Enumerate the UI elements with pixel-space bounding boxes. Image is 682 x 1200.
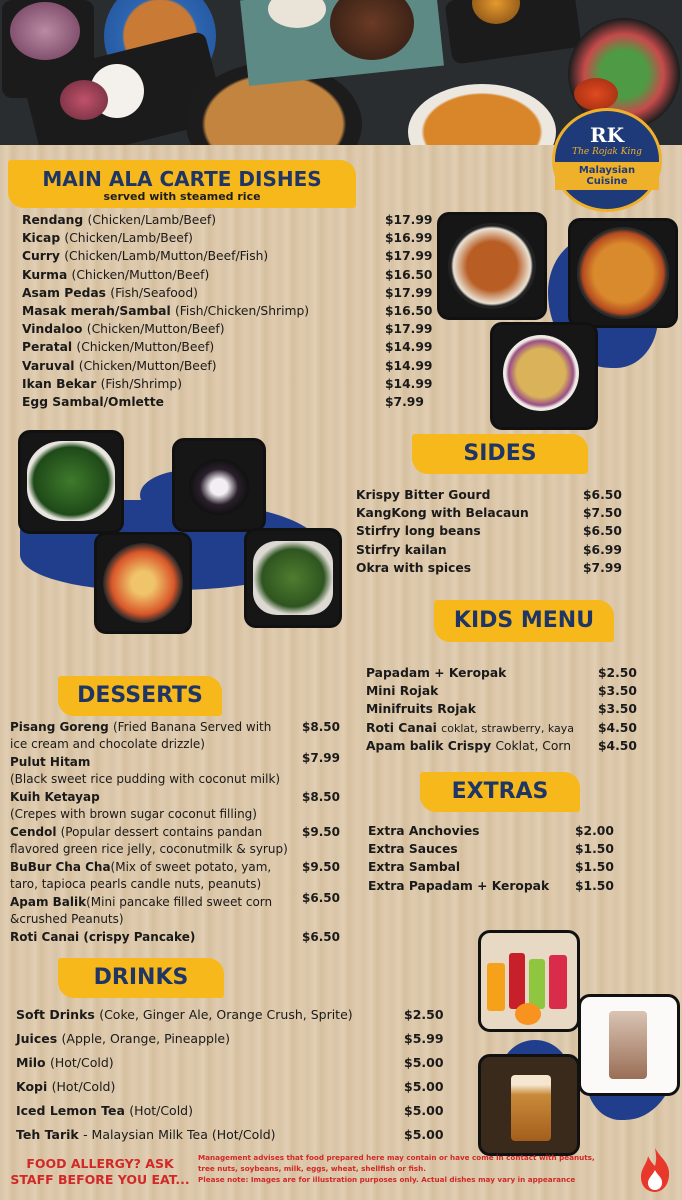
dessert-name: Kuih Ketayap xyxy=(10,790,100,804)
list-item xyxy=(22,247,432,265)
kids-item-price: $3.50 xyxy=(598,684,637,699)
side-name: KangKong with Belacaun xyxy=(356,506,529,521)
list-item xyxy=(22,375,432,393)
list-item xyxy=(22,211,432,229)
extras-title: EXTRAS xyxy=(451,779,549,804)
dessert-detail-line2: (Crepes with brown sugar coconut filling) xyxy=(10,807,257,821)
dessert-detail: (Fried Banana Served with xyxy=(112,720,272,734)
main-dishes-list xyxy=(22,211,432,411)
dessert-price: $8.50 xyxy=(302,790,340,804)
juices-image xyxy=(478,930,580,1032)
teh-tarik-image xyxy=(478,1054,580,1156)
drink-detail: (Coke, Ginger Ale, Orange Crush, Sprite) xyxy=(99,1007,353,1022)
dish-name: Egg Sambal/Omlette xyxy=(22,394,164,409)
drink-price: $5.00 xyxy=(404,1079,444,1094)
drink-name: Soft Drinks xyxy=(16,1007,95,1022)
extra-price: $2.00 xyxy=(575,824,614,838)
list-item xyxy=(16,1052,446,1076)
drinks-header xyxy=(58,958,224,998)
dish-name: Kurma xyxy=(22,267,68,282)
dish-name: Kicap xyxy=(22,231,61,246)
dessert-price: $7.99 xyxy=(302,751,340,765)
tom-yum-soup-image xyxy=(94,532,192,634)
kurma-dish-image xyxy=(490,322,598,430)
curry-dish-image xyxy=(437,212,547,320)
side-price: $7.99 xyxy=(583,560,622,575)
dish-price: $14.99 xyxy=(385,358,433,373)
side-name: Stirfry kailan xyxy=(356,542,447,557)
list-item xyxy=(366,664,646,682)
drink-price: $2.50 xyxy=(404,1007,444,1022)
main-dishes-subtitle: served with steamed rice xyxy=(103,190,261,203)
dish-name: Ikan Bekar xyxy=(22,376,97,391)
dessert-detail: (Popular dessert contains pandan xyxy=(60,825,263,839)
dessert-name: Apam Balik xyxy=(10,895,87,909)
list-item xyxy=(366,719,646,737)
dish-name: Curry xyxy=(22,249,60,264)
dessert-price: $9.50 xyxy=(302,825,340,839)
list-item xyxy=(356,522,626,540)
list-item xyxy=(22,393,432,411)
dish-detail: (Chicken/Mutton/Beef) xyxy=(71,267,210,282)
drink-detail: (Hot/Cold) xyxy=(129,1103,193,1118)
list-item xyxy=(22,229,432,247)
list-item xyxy=(22,302,432,320)
kangkong-dish-image xyxy=(18,430,124,534)
dish-price: $14.99 xyxy=(385,376,433,391)
flame-icon xyxy=(636,1146,674,1194)
dessert-name: BuBur Cha Cha xyxy=(10,860,111,874)
milo-image xyxy=(578,994,680,1096)
list-item xyxy=(356,559,626,577)
logo-cuisine-line1: Malaysian xyxy=(578,165,636,176)
dish-detail: (Fish/Chicken/Shrimp) xyxy=(174,303,310,318)
kids-item-price: $3.50 xyxy=(598,702,637,717)
dessert-name: Pulut Hitam xyxy=(10,755,91,769)
drink-name: Kopi xyxy=(16,1079,48,1094)
list-item xyxy=(16,1076,446,1100)
dish-price: $17.99 xyxy=(385,322,433,337)
side-name: Krispy Bitter Gourd xyxy=(356,488,491,502)
kids-item-price: $2.50 xyxy=(598,666,637,680)
dish-detail: (Chicken/Lamb/Mutton/Beef/Fish) xyxy=(64,249,269,264)
notice-line2: tree nuts, soybeans, milk, eggs, wheat, shellfish or fish. xyxy=(198,1164,426,1173)
dessert-bowl-image xyxy=(172,438,266,532)
dish-price: $16.50 xyxy=(385,303,433,318)
drink-name: Juices xyxy=(16,1031,58,1046)
dish-price: $17.99 xyxy=(385,285,433,300)
drink-detail: (Apple, Orange, Pineapple) xyxy=(61,1031,230,1046)
sides-header xyxy=(412,434,588,474)
allergy-warning xyxy=(10,1156,190,1188)
drink-detail: (Hot/Cold) xyxy=(49,1055,114,1070)
kids-menu-header xyxy=(434,600,614,642)
list-item xyxy=(366,682,646,700)
notice-line1: Management advises that food prepared here may contain or have come in contact with peanuts, xyxy=(198,1153,595,1162)
dessert-name: Cendol xyxy=(10,825,57,839)
list-item xyxy=(10,718,346,753)
list-item xyxy=(10,928,346,948)
list-item xyxy=(368,877,628,895)
logo-brand-name: The Rojak King xyxy=(572,147,642,157)
dessert-detail-line2: (Black sweet rice pudding with coconut milk) xyxy=(10,772,281,786)
dish-price: $17.99 xyxy=(385,213,433,227)
main-dishes-header xyxy=(8,160,356,208)
dessert-price: $8.50 xyxy=(302,720,340,734)
drink-detail: - Malaysian Milk Tea (Hot/Cold) xyxy=(83,1127,276,1142)
extra-price: $1.50 xyxy=(575,842,614,857)
extra-name: Extra Sauces xyxy=(368,842,458,857)
list-item xyxy=(368,858,628,876)
dessert-detail-line2: taro, tapioca pearls candle nuts, peanuts) xyxy=(10,877,262,891)
list-item xyxy=(22,338,432,356)
dish-price: $16.99 xyxy=(385,231,433,246)
list-item xyxy=(22,357,432,375)
list-item xyxy=(16,1124,446,1148)
list-item xyxy=(368,840,628,858)
drink-name: Milo xyxy=(16,1055,46,1070)
logo-monogram: RK xyxy=(589,123,624,147)
kids-item-name: Mini Rojak xyxy=(366,684,439,699)
side-price: $6.50 xyxy=(583,524,622,539)
extra-name: Extra Papadam + Keropak xyxy=(368,878,550,893)
list-item xyxy=(10,823,346,858)
list-item xyxy=(10,893,346,928)
list-item xyxy=(356,504,626,522)
dessert-detail-line2: &crushed Peanuts) xyxy=(10,912,124,926)
rojak-king-logo xyxy=(552,108,662,212)
drink-price: $5.00 xyxy=(404,1127,444,1142)
logo-cuisine-band xyxy=(555,162,659,190)
main-dishes-title: MAIN ALA CARTE DISHES xyxy=(42,167,322,191)
kids-item-detail: coklat, strawberry, kaya xyxy=(441,721,574,735)
list-item xyxy=(10,858,346,893)
long-beans-image xyxy=(244,528,342,628)
desserts-title: DESSERTS xyxy=(77,683,203,708)
extras-header xyxy=(420,772,580,812)
dish-name: Varuval xyxy=(22,358,75,373)
dish-detail: (Chicken/Mutton/Beef) xyxy=(76,340,215,355)
extras-list xyxy=(368,822,628,895)
list-item xyxy=(356,486,626,504)
dessert-detail-line2: flavored green rice jelly, coconutmilk & syrup) xyxy=(10,842,288,856)
desserts-list xyxy=(10,718,346,948)
list-item xyxy=(22,320,432,338)
dish-detail: (Chicken/Lamb/Beef) xyxy=(64,231,193,246)
kids-item-name: Apam balik Crispy xyxy=(366,738,492,753)
dish-detail: (Chicken/Lamb/Beef) xyxy=(87,213,217,227)
side-price: $6.99 xyxy=(583,542,622,557)
notice-line3: Please note: Images are for illustration purposes only. Actual dishes may vary in appearance xyxy=(198,1175,576,1184)
drink-name: Teh Tarik xyxy=(16,1127,79,1142)
kids-menu-list xyxy=(366,664,646,755)
drink-price: $5.00 xyxy=(404,1055,444,1070)
extra-price: $1.50 xyxy=(575,860,614,875)
sides-title: SIDES xyxy=(463,441,537,466)
dish-price: $16.50 xyxy=(385,267,433,282)
kids-item-price: $4.50 xyxy=(598,738,637,753)
drinks-list xyxy=(16,1004,446,1148)
side-name: Stirfry long beans xyxy=(356,524,481,539)
kids-menu-title: KIDS MENU xyxy=(453,608,595,633)
list-item xyxy=(10,753,346,788)
list-item xyxy=(366,700,646,718)
desserts-header xyxy=(58,676,222,716)
sides-list xyxy=(356,486,626,577)
kids-item-name: Minifruits Rojak xyxy=(366,702,476,717)
kids-item-name: Papadam + Keropak xyxy=(366,666,507,680)
list-item xyxy=(368,822,628,840)
kids-item-name: Roti Canai xyxy=(366,720,437,735)
extra-price: $1.50 xyxy=(575,878,614,893)
list-item xyxy=(22,266,432,284)
drink-name: Iced Lemon Tea xyxy=(16,1103,125,1118)
list-item xyxy=(10,788,346,823)
dish-price: $14.99 xyxy=(385,340,433,355)
kids-item-price: $4.50 xyxy=(598,720,637,735)
side-price: $6.50 xyxy=(583,488,622,502)
logo-cuisine-line2: Cuisine xyxy=(586,176,628,187)
fish-curry-image xyxy=(568,218,678,328)
dish-name: Masak merah/Sambal xyxy=(22,303,171,318)
extra-name: Extra Anchovies xyxy=(368,824,480,838)
allergy-warning-line1: FOOD ALLERGY? ASK xyxy=(26,1156,174,1171)
side-price: $7.50 xyxy=(583,506,622,521)
management-notice xyxy=(198,1152,638,1185)
dessert-name: Roti Canai (crispy Pancake) xyxy=(10,930,196,944)
dish-detail: (Chicken/Mutton/Beef) xyxy=(78,358,217,373)
list-item xyxy=(366,737,646,755)
dish-name: Peratal xyxy=(22,340,73,355)
dessert-price: $6.50 xyxy=(302,930,340,944)
drink-price: $5.00 xyxy=(404,1103,444,1118)
allergy-warning-line2: STAFF BEFORE YOU EAT... xyxy=(10,1172,190,1187)
drink-price: $5.99 xyxy=(404,1031,444,1046)
dessert-detail: (Mix of sweet potato, yam, xyxy=(110,860,272,874)
dish-detail: (Fish/Shrimp) xyxy=(100,376,183,391)
list-item xyxy=(22,284,432,302)
list-item xyxy=(356,541,626,559)
dessert-detail: (Mini pancake filled sweet corn xyxy=(86,895,273,909)
dessert-price: $9.50 xyxy=(302,860,340,874)
list-item xyxy=(16,1028,446,1052)
dish-detail: (Fish/Seafood) xyxy=(110,285,198,300)
side-name: Okra with spices xyxy=(356,560,472,575)
list-item xyxy=(16,1100,446,1124)
dish-name: Vindaloo xyxy=(22,322,83,337)
kids-item-detail: Coklat, Corn xyxy=(495,738,572,753)
dessert-name: Pisang Goreng xyxy=(10,720,109,734)
dish-name: Rendang xyxy=(22,213,84,227)
drinks-title: DRINKS xyxy=(93,965,189,990)
dish-price: $17.99 xyxy=(385,249,433,264)
dessert-price: $6.50 xyxy=(302,891,340,905)
list-item xyxy=(16,1004,446,1028)
dessert-detail-line2: ice cream and chocolate drizzle) xyxy=(10,737,205,751)
dish-price: $7.99 xyxy=(385,394,424,409)
extra-name: Extra Sambal xyxy=(368,860,461,875)
drink-detail: (Hot/Cold) xyxy=(51,1079,116,1094)
dish-detail: (Chicken/Mutton/Beef) xyxy=(86,322,225,337)
dish-name: Asam Pedas xyxy=(22,285,107,300)
